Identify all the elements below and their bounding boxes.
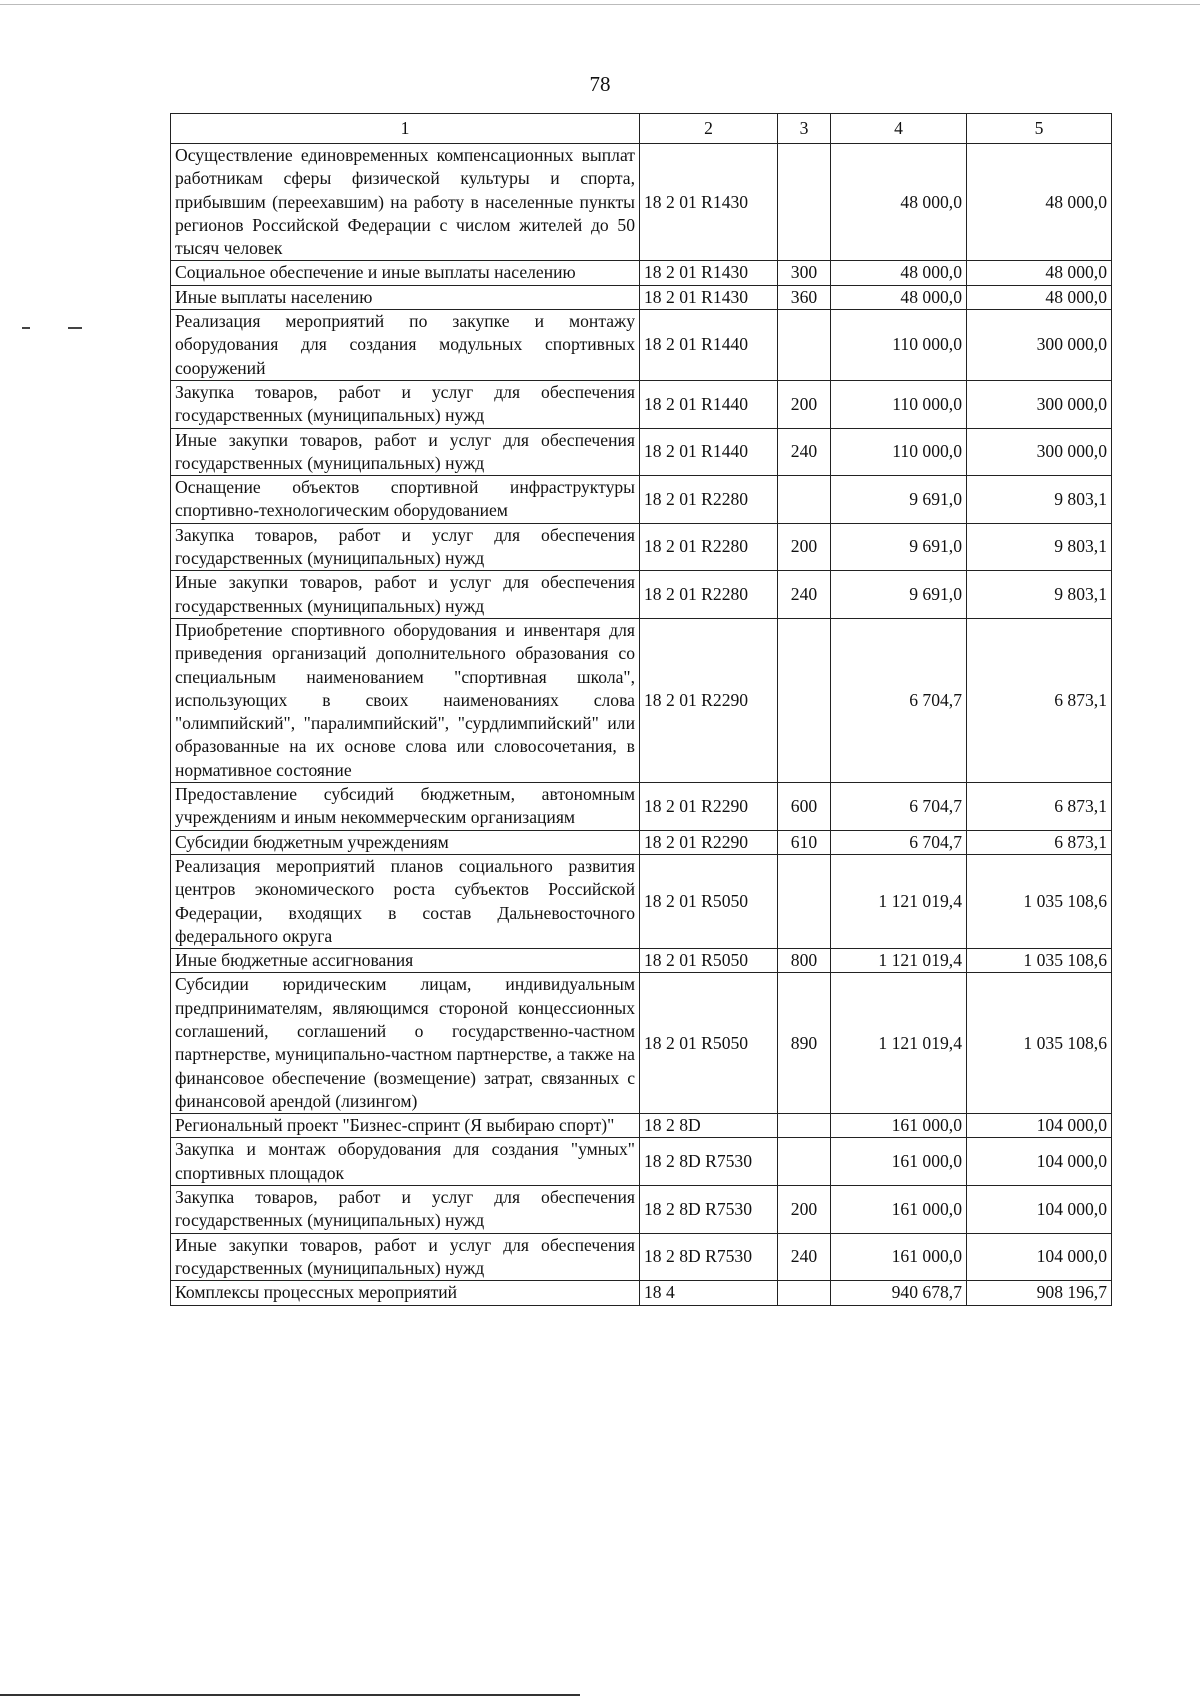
- row-expense-type-cell: 240: [778, 428, 831, 476]
- row-amount-year1-cell: 161 000,0: [831, 1233, 967, 1281]
- row-amount-year2-cell: 104 000,0: [967, 1138, 1112, 1186]
- row-expense-type-cell: [778, 854, 831, 948]
- table-row: [171, 571, 1112, 619]
- row-code-cell: 18 2 01 R1440: [640, 428, 778, 476]
- table-row: [171, 783, 1112, 831]
- row-amount-year2-cell: 104 000,0: [967, 1114, 1112, 1138]
- table-row: [171, 830, 1112, 854]
- row-code-cell: 18 2 01 R1430: [640, 261, 778, 285]
- row-expense-type-cell: [778, 144, 831, 261]
- row-code-cell: 18 2 01 R2290: [640, 783, 778, 831]
- row-name-cell: Закупка товаров, работ и услуг для обеспечения государственных (муниципальных) нужд: [171, 1186, 640, 1234]
- row-amount-year2-cell: 300 000,0: [967, 310, 1112, 381]
- row-name-cell: Закупка и монтаж оборудования для создания "умных" спортивных площадок: [171, 1138, 640, 1186]
- column-header: 1: [171, 114, 640, 144]
- row-code-cell: 18 2 8D: [640, 1114, 778, 1138]
- row-amount-year2-cell: 48 000,0: [967, 261, 1112, 285]
- row-name-cell: Приобретение спортивного оборудования и инвентаря для приведения организаций дополнительного образования со специальным наименованием "спортивная школа", использующих в своих наименованиях слова "олимпийский", "паралимпийский", "сурдлимпийский" или образованные на их основе слова или словосочетания, в нормативное состояние: [171, 618, 640, 782]
- row-name-cell: Закупка товаров, работ и услуг для обеспечения государственных (муниципальных) нужд: [171, 380, 640, 428]
- row-name-cell: Региональный проект "Бизнес-спринт (Я выбираю спорт)": [171, 1114, 640, 1138]
- row-amount-year1-cell: 9 691,0: [831, 571, 967, 619]
- row-amount-year1-cell: 1 121 019,4: [831, 854, 967, 948]
- scan-artifact-dash: [22, 327, 30, 329]
- budget-table: [170, 113, 1112, 1306]
- row-code-cell: 18 2 01 R1430: [640, 144, 778, 261]
- row-name-cell: Иные бюджетные ассигнования: [171, 949, 640, 973]
- row-amount-year1-cell: 48 000,0: [831, 261, 967, 285]
- row-expense-type-cell: 890: [778, 973, 831, 1114]
- table-row: [171, 1138, 1112, 1186]
- column-header: 2: [640, 114, 778, 144]
- row-amount-year1-cell: 161 000,0: [831, 1114, 967, 1138]
- row-expense-type-cell: 360: [778, 285, 831, 309]
- row-amount-year1-cell: 6 704,7: [831, 830, 967, 854]
- row-amount-year1-cell: 1 121 019,4: [831, 949, 967, 973]
- table-row: [171, 1114, 1112, 1138]
- row-expense-type-cell: [778, 1138, 831, 1186]
- table-row: [171, 854, 1112, 948]
- row-expense-type-cell: [778, 618, 831, 782]
- row-expense-type-cell: 200: [778, 380, 831, 428]
- table-row: [171, 380, 1112, 428]
- table-row: [171, 428, 1112, 476]
- row-amount-year2-cell: 6 873,1: [967, 618, 1112, 782]
- row-amount-year2-cell: 908 196,7: [967, 1281, 1112, 1305]
- row-amount-year1-cell: 940 678,7: [831, 1281, 967, 1305]
- row-code-cell: 18 2 8D R7530: [640, 1138, 778, 1186]
- scan-artifact-line: [0, 4, 1200, 5]
- row-amount-year2-cell: 1 035 108,6: [967, 854, 1112, 948]
- row-code-cell: 18 2 01 R5050: [640, 973, 778, 1114]
- row-amount-year1-cell: 9 691,0: [831, 523, 967, 571]
- table-row: [171, 1281, 1112, 1305]
- row-amount-year1-cell: 6 704,7: [831, 783, 967, 831]
- row-amount-year2-cell: 9 803,1: [967, 571, 1112, 619]
- row-amount-year1-cell: 1 121 019,4: [831, 973, 967, 1114]
- row-name-cell: Оснащение объектов спортивной инфраструктуры спортивно-технологическим оборудованием: [171, 476, 640, 524]
- table-row: [171, 1186, 1112, 1234]
- row-amount-year2-cell: 6 873,1: [967, 830, 1112, 854]
- table-row: [171, 1233, 1112, 1281]
- column-header: 3: [778, 114, 831, 144]
- row-name-cell: Иные закупки товаров, работ и услуг для обеспечения государственных (муниципальных) нужд: [171, 1233, 640, 1281]
- row-code-cell: 18 2 01 R1440: [640, 380, 778, 428]
- row-amount-year1-cell: 48 000,0: [831, 285, 967, 309]
- row-amount-year2-cell: 104 000,0: [967, 1186, 1112, 1234]
- row-expense-type-cell: 800: [778, 949, 831, 973]
- row-name-cell: Комплексы процессных мероприятий: [171, 1281, 640, 1305]
- row-name-cell: Иные выплаты населению: [171, 285, 640, 309]
- table-row: [171, 618, 1112, 782]
- table-row: [171, 310, 1112, 381]
- row-code-cell: 18 2 8D R7530: [640, 1233, 778, 1281]
- table-row: [171, 523, 1112, 571]
- row-name-cell: Реализация мероприятий планов социального развития центров экономического роста субъектов Российской Федерации, входящих в состав Дальневосточного федерального округа: [171, 854, 640, 948]
- row-name-cell: Предоставление субсидий бюджетным, автономным учреждениям и иным некоммерческим организациям: [171, 783, 640, 831]
- row-amount-year2-cell: 48 000,0: [967, 285, 1112, 309]
- row-expense-type-cell: [778, 476, 831, 524]
- table-row: [171, 261, 1112, 285]
- row-amount-year1-cell: 161 000,0: [831, 1186, 967, 1234]
- row-code-cell: 18 2 01 R5050: [640, 949, 778, 973]
- row-amount-year2-cell: 300 000,0: [967, 380, 1112, 428]
- table-row: [171, 949, 1112, 973]
- scan-artifact-line: [0, 1694, 580, 1696]
- row-amount-year1-cell: 110 000,0: [831, 380, 967, 428]
- row-amount-year1-cell: 9 691,0: [831, 476, 967, 524]
- row-name-cell: Закупка товаров, работ и услуг для обеспечения государственных (муниципальных) нужд: [171, 523, 640, 571]
- row-code-cell: 18 2 01 R2280: [640, 523, 778, 571]
- row-code-cell: 18 2 01 R1430: [640, 285, 778, 309]
- scan-artifact-dash: [68, 327, 82, 329]
- row-expense-type-cell: 200: [778, 523, 831, 571]
- table-header-row: [171, 114, 1112, 144]
- row-amount-year1-cell: 110 000,0: [831, 428, 967, 476]
- row-amount-year2-cell: 1 035 108,6: [967, 949, 1112, 973]
- row-name-cell: Реализация мероприятий по закупке и монтажу оборудования для создания модульных спортивных сооружений: [171, 310, 640, 381]
- row-amount-year2-cell: 6 873,1: [967, 783, 1112, 831]
- row-code-cell: 18 2 01 R2280: [640, 476, 778, 524]
- row-amount-year2-cell: 300 000,0: [967, 428, 1112, 476]
- table-row: [171, 285, 1112, 309]
- row-amount-year1-cell: 110 000,0: [831, 310, 967, 381]
- row-name-cell: Осуществление единовременных компенсационных выплат работникам сферы физической культуры и спорта, прибывшим (переехавшим) на работу в населенные пункты регионов Российской Федерации с числом жителей до 50 тысяч человек: [171, 144, 640, 261]
- row-code-cell: 18 2 8D R7530: [640, 1186, 778, 1234]
- row-expense-type-cell: 240: [778, 1233, 831, 1281]
- row-expense-type-cell: [778, 310, 831, 381]
- row-code-cell: 18 2 01 R2280: [640, 571, 778, 619]
- row-name-cell: Субсидии бюджетным учреждениям: [171, 830, 640, 854]
- row-code-cell: 18 2 01 R5050: [640, 854, 778, 948]
- row-amount-year2-cell: 9 803,1: [967, 523, 1112, 571]
- table-row: [171, 476, 1112, 524]
- row-expense-type-cell: 240: [778, 571, 831, 619]
- page-number: 78: [589, 72, 611, 96]
- table-row: [171, 973, 1112, 1114]
- row-name-cell: Субсидии юридическим лицам, индивидуальным предпринимателям, являющимся стороной концессионных соглашений, соглашений о государственно-частном партнерстве, муниципально-частном партнерстве, а также на финансовое обеспечение (возмещение) затрат, связанных с финансовой арендой (лизингом): [171, 973, 640, 1114]
- row-amount-year2-cell: 1 035 108,6: [967, 973, 1112, 1114]
- column-header: 4: [831, 114, 967, 144]
- row-amount-year1-cell: 161 000,0: [831, 1138, 967, 1186]
- row-expense-type-cell: [778, 1114, 831, 1138]
- row-amount-year1-cell: 6 704,7: [831, 618, 967, 782]
- row-name-cell: Иные закупки товаров, работ и услуг для обеспечения государственных (муниципальных) нужд: [171, 571, 640, 619]
- row-amount-year2-cell: 48 000,0: [967, 144, 1112, 261]
- row-expense-type-cell: 300: [778, 261, 831, 285]
- row-name-cell: Иные закупки товаров, работ и услуг для обеспечения государственных (муниципальных) нужд: [171, 428, 640, 476]
- row-amount-year1-cell: 48 000,0: [831, 144, 967, 261]
- row-expense-type-cell: 610: [778, 830, 831, 854]
- row-expense-type-cell: 600: [778, 783, 831, 831]
- row-name-cell: Социальное обеспечение и иные выплаты населению: [171, 261, 640, 285]
- column-header: 5: [967, 114, 1112, 144]
- row-code-cell: 18 2 01 R2290: [640, 830, 778, 854]
- table-body: [171, 144, 1112, 1306]
- row-code-cell: 18 2 01 R1440: [640, 310, 778, 381]
- row-amount-year2-cell: 104 000,0: [967, 1233, 1112, 1281]
- row-expense-type-cell: [778, 1281, 831, 1305]
- row-expense-type-cell: 200: [778, 1186, 831, 1234]
- row-code-cell: 18 2 01 R2290: [640, 618, 778, 782]
- table-row: [171, 144, 1112, 261]
- row-code-cell: 18 4: [640, 1281, 778, 1305]
- row-amount-year2-cell: 9 803,1: [967, 476, 1112, 524]
